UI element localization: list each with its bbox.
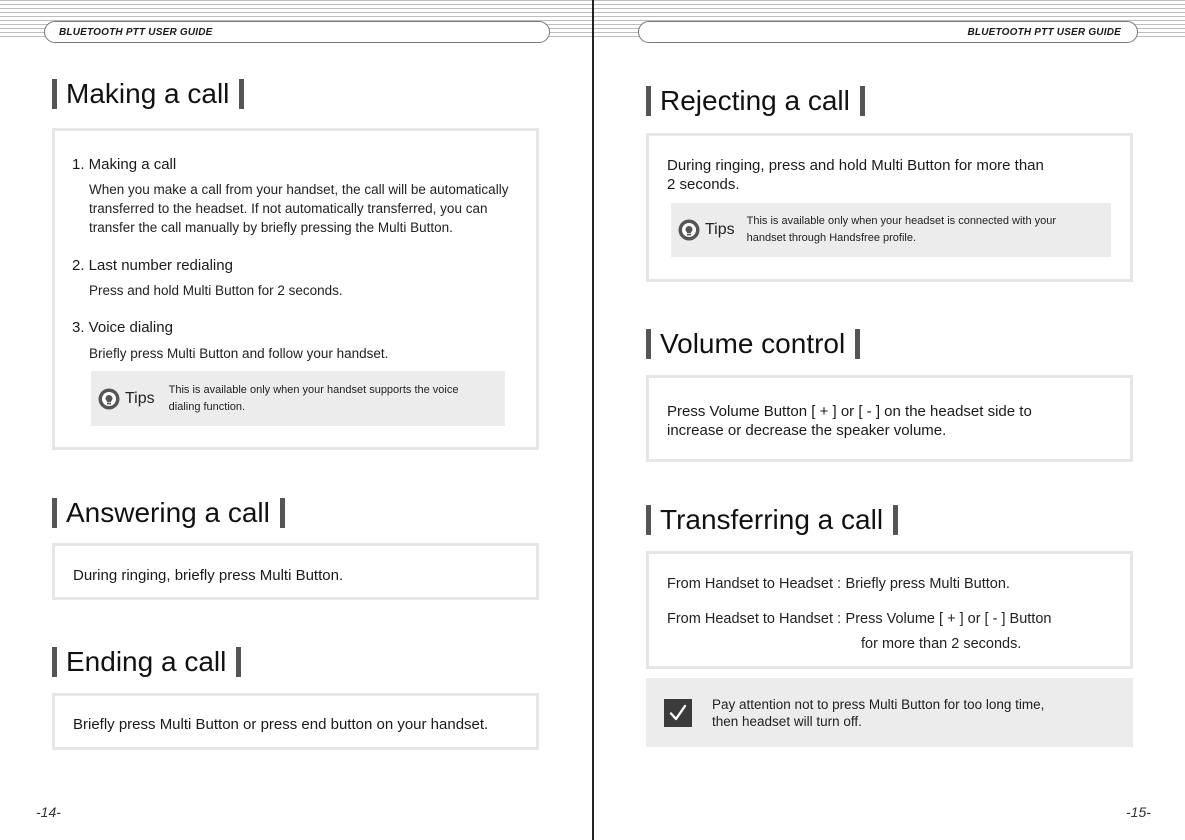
section-title-answering-a-call bbox=[52, 497, 285, 529]
answering-a-call-box bbox=[52, 543, 539, 600]
tips-box bbox=[91, 371, 505, 426]
text-line: dialing function. bbox=[168, 400, 246, 413]
note-text bbox=[712, 696, 1044, 730]
text-line: Press Volume Button [ + ] or [ - ] on the headset side to bbox=[667, 403, 1032, 420]
title-bar bbox=[52, 498, 57, 528]
header-title-right: BLUETOOTH PTT USER GUIDE bbox=[638, 21, 1138, 43]
transferring-a-call-box bbox=[646, 551, 1133, 669]
ending-text: Briefly press Multi Button or press end button on your handset. bbox=[73, 716, 489, 733]
making-a-call-box bbox=[52, 128, 539, 450]
transfer-value: Briefly press Multi Button. bbox=[845, 576, 1010, 592]
text-line: then headset will turn off. bbox=[712, 713, 862, 729]
rejecting-a-call-box bbox=[646, 133, 1133, 282]
checkmark-icon bbox=[664, 699, 692, 727]
text-line: increase or decrease the speaker volume. bbox=[667, 422, 947, 439]
section-title-text: Volume control bbox=[660, 328, 846, 359]
transfer-value: Press Volume [ + ] or [ - ] Button bbox=[845, 611, 1052, 627]
caution-note bbox=[646, 678, 1133, 747]
item-heading: 3. Voice dialing bbox=[72, 319, 173, 336]
section-title-text: Transferring a call bbox=[660, 504, 884, 535]
text-line: transferred to the headset. If not automatically transferred, you can bbox=[89, 201, 488, 216]
tips-text bbox=[747, 213, 1056, 247]
volume-text bbox=[667, 402, 1032, 440]
section-title-text: Rejecting a call bbox=[660, 85, 850, 116]
transfer-row-1 bbox=[667, 575, 1010, 594]
text-line: handset through Handsfree profile. bbox=[746, 232, 917, 244]
section-title-ending-a-call bbox=[52, 646, 241, 678]
title-bar bbox=[646, 86, 651, 116]
page-number-left: -14- bbox=[36, 804, 61, 820]
right-page bbox=[594, 0, 1185, 840]
transfer-label: From Headset to Handset : bbox=[667, 611, 842, 627]
tips-box bbox=[671, 203, 1111, 257]
text-line: transfer the call manually by briefly pressing the Multi Button. bbox=[89, 220, 453, 235]
transfer-row-2 bbox=[667, 610, 1051, 629]
title-bar bbox=[280, 498, 285, 528]
rejecting-text bbox=[667, 156, 1044, 194]
section-title-volume-control bbox=[646, 328, 860, 360]
text-line: This is available only when your headset is connected with your bbox=[746, 215, 1057, 227]
title-bar bbox=[860, 86, 865, 116]
text-line: When you make a call from your handset, the call will be automatically bbox=[89, 182, 509, 197]
tips-logo bbox=[677, 218, 735, 242]
section-title-text: Ending a call bbox=[66, 646, 227, 677]
item-body bbox=[89, 180, 537, 237]
title-bar bbox=[52, 647, 57, 677]
title-bar bbox=[855, 329, 860, 359]
lightbulb-icon bbox=[677, 218, 701, 242]
text-line: 2 seconds. bbox=[667, 176, 740, 193]
title-bar bbox=[236, 647, 241, 677]
ending-a-call-box bbox=[52, 693, 539, 750]
volume-control-box bbox=[646, 375, 1133, 462]
header-title-left: BLUETOOTH PTT USER GUIDE bbox=[44, 21, 550, 43]
title-bar bbox=[646, 505, 651, 535]
transfer-label: From Handset to Headset : bbox=[667, 576, 842, 592]
tips-label: Tips bbox=[705, 221, 735, 238]
text-line: During ringing, press and hold Multi Button for more than bbox=[667, 157, 1044, 174]
title-bar bbox=[893, 505, 898, 535]
item-heading: 1. Making a call bbox=[72, 156, 177, 173]
section-title-text: Answering a call bbox=[66, 497, 270, 528]
tips-logo bbox=[97, 387, 155, 411]
tips-text bbox=[169, 382, 459, 416]
text-line: This is available only when your handset supports the voice bbox=[168, 383, 459, 396]
page-number-right: -15- bbox=[1126, 804, 1151, 820]
item-body: Press and hold Multi Button for 2 seconds. bbox=[89, 283, 343, 298]
transfer-value-continued: for more than 2 seconds. bbox=[861, 636, 1022, 652]
tips-label: Tips bbox=[125, 389, 155, 407]
section-title-text: Making a call bbox=[66, 78, 230, 109]
section-title-making-a-call bbox=[52, 78, 244, 110]
lightbulb-icon bbox=[97, 387, 121, 411]
item-body: Briefly press Multi Button and follow your handset. bbox=[89, 346, 389, 361]
section-title-rejecting-a-call bbox=[646, 85, 865, 117]
title-bar bbox=[646, 329, 651, 359]
section-title-transferring-a-call bbox=[646, 504, 898, 536]
answering-text: During ringing, briefly press Multi Button. bbox=[73, 567, 344, 584]
text-line: Pay attention not to press Multi Button for too long time, bbox=[712, 696, 1045, 712]
title-bar bbox=[52, 79, 57, 109]
item-heading: 2. Last number redialing bbox=[72, 257, 233, 274]
title-bar bbox=[239, 79, 244, 109]
checkmark-glyph bbox=[668, 703, 688, 723]
